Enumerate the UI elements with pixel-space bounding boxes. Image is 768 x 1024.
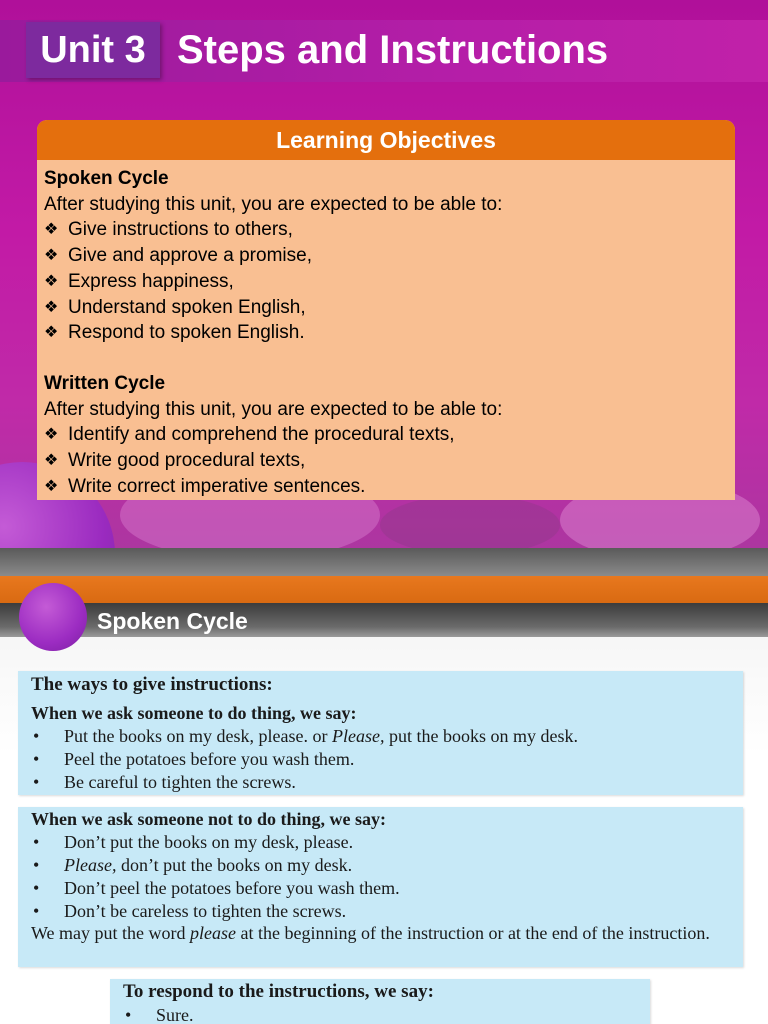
list-item-text: Don’t put the books on my desk, please.: [64, 832, 354, 852]
list-item: [44, 422, 728, 448]
diamond-bullet-icon: ❖: [44, 426, 59, 444]
list-item: [18, 900, 743, 923]
list-item: [44, 320, 728, 346]
list-item-text: Give and approve a promise,: [68, 245, 312, 267]
list-item: [18, 831, 743, 854]
text-run: put the books on my desk.: [384, 726, 578, 746]
diamond-bullet-icon: ❖: [44, 247, 59, 265]
note-paragraph: [18, 923, 743, 944]
list-item: [44, 448, 728, 474]
spoken-cycle-heading: Spoken Cycle: [44, 168, 169, 189]
box-title: The ways to give instructions:: [31, 674, 273, 695]
list-item: [110, 1004, 650, 1024]
bullet-icon: •: [33, 726, 40, 746]
bullet-icon: •: [33, 749, 40, 769]
written-cycle-heading: Written Cycle: [44, 372, 166, 394]
box-title: To respond to the instructions, we say:: [123, 981, 434, 1002]
diamond-bullet-icon: ❖: [44, 477, 59, 495]
list-item: [44, 217, 728, 243]
bullet-icon: •: [33, 901, 40, 921]
diamond-bullet-icon: ❖: [44, 272, 59, 290]
text-run-italic: Please,: [64, 855, 117, 875]
list-item: [18, 725, 743, 748]
list-item-text: Express happiness,: [68, 270, 234, 292]
list-item-text: [64, 854, 352, 877]
list-item-text: Sure.: [156, 1005, 194, 1024]
bullet-icon: •: [33, 855, 40, 875]
page-title: Steps and Instructions: [177, 28, 609, 72]
diamond-bullet-icon: ❖: [44, 221, 59, 239]
written-cycle-intro: After studying this unit, you are expected to be able to:: [44, 398, 503, 420]
orange-band: [0, 576, 768, 603]
instructions-box: [18, 671, 743, 795]
bullet-icon: •: [33, 832, 40, 852]
diamond-bullet-icon: ❖: [44, 298, 59, 316]
list-item-text: Respond to spoken English.: [68, 322, 305, 344]
bullet-icon: •: [125, 1005, 132, 1024]
list-item-text: Write good procedural texts,: [68, 450, 306, 472]
spacer: [44, 346, 728, 371]
text-run-italic: Please,: [331, 726, 385, 746]
list-item: [18, 854, 743, 877]
text-run: Put the books on my desk, please. or: [64, 726, 332, 746]
learning-objectives-box: [37, 120, 735, 500]
bullet-icon: •: [33, 772, 40, 792]
text-run: don’t put the books on my desk.: [116, 855, 353, 875]
list-item: [18, 771, 743, 794]
box-subtitle: When we ask someone to do thing, we say:: [31, 703, 357, 723]
list-item: [44, 474, 728, 500]
spoken-cycle-intro: After studying this unit, you are expected to be able to:: [44, 193, 503, 215]
text-run: at the beginning of the instruction or at the end of the instruction.: [236, 923, 710, 943]
diamond-bullet-icon: ❖: [44, 452, 59, 470]
diamond-bullet-icon: ❖: [44, 324, 59, 342]
list-item-text: Be careful to tighten the screws.: [64, 772, 296, 792]
learning-objectives-header: Learning Objectives: [37, 120, 735, 160]
decorative-circle: [19, 583, 87, 651]
learning-objectives-body: [37, 160, 735, 499]
text-run-italic: please: [190, 923, 236, 943]
unit-label: Unit 3: [26, 22, 160, 78]
list-item-text: Don’t be careless to tighten the screws.: [64, 901, 347, 921]
respond-instructions-box: [110, 979, 650, 1024]
box-subtitle: When we ask someone not to do thing, we say:: [31, 809, 387, 829]
list-item-text: Write correct imperative sentences.: [68, 475, 366, 497]
list-item: [44, 269, 728, 295]
list-item-text: Identify and comprehend the procedural texts,: [68, 424, 455, 446]
list-item-text: [64, 725, 578, 748]
background-shape: [380, 495, 560, 555]
list-item-text: Peel the potatoes before you wash them.: [64, 749, 355, 769]
list-item: [18, 748, 743, 771]
list-item-text: Give instructions to others,: [68, 219, 293, 241]
list-item-text: Don’t peel the potatoes before you wash them.: [64, 878, 400, 898]
list-item: [18, 877, 743, 900]
list-item: [44, 243, 728, 269]
list-item-text: Understand spoken English,: [68, 296, 306, 318]
negative-instructions-box: [18, 807, 743, 967]
gray-strip: [0, 548, 768, 576]
slide-spoken-cycle: [0, 576, 768, 1024]
text-run: We may put the word: [31, 923, 191, 943]
bullet-icon: •: [33, 878, 40, 898]
section-title: Spoken Cycle: [97, 608, 248, 634]
list-item: [44, 295, 728, 321]
